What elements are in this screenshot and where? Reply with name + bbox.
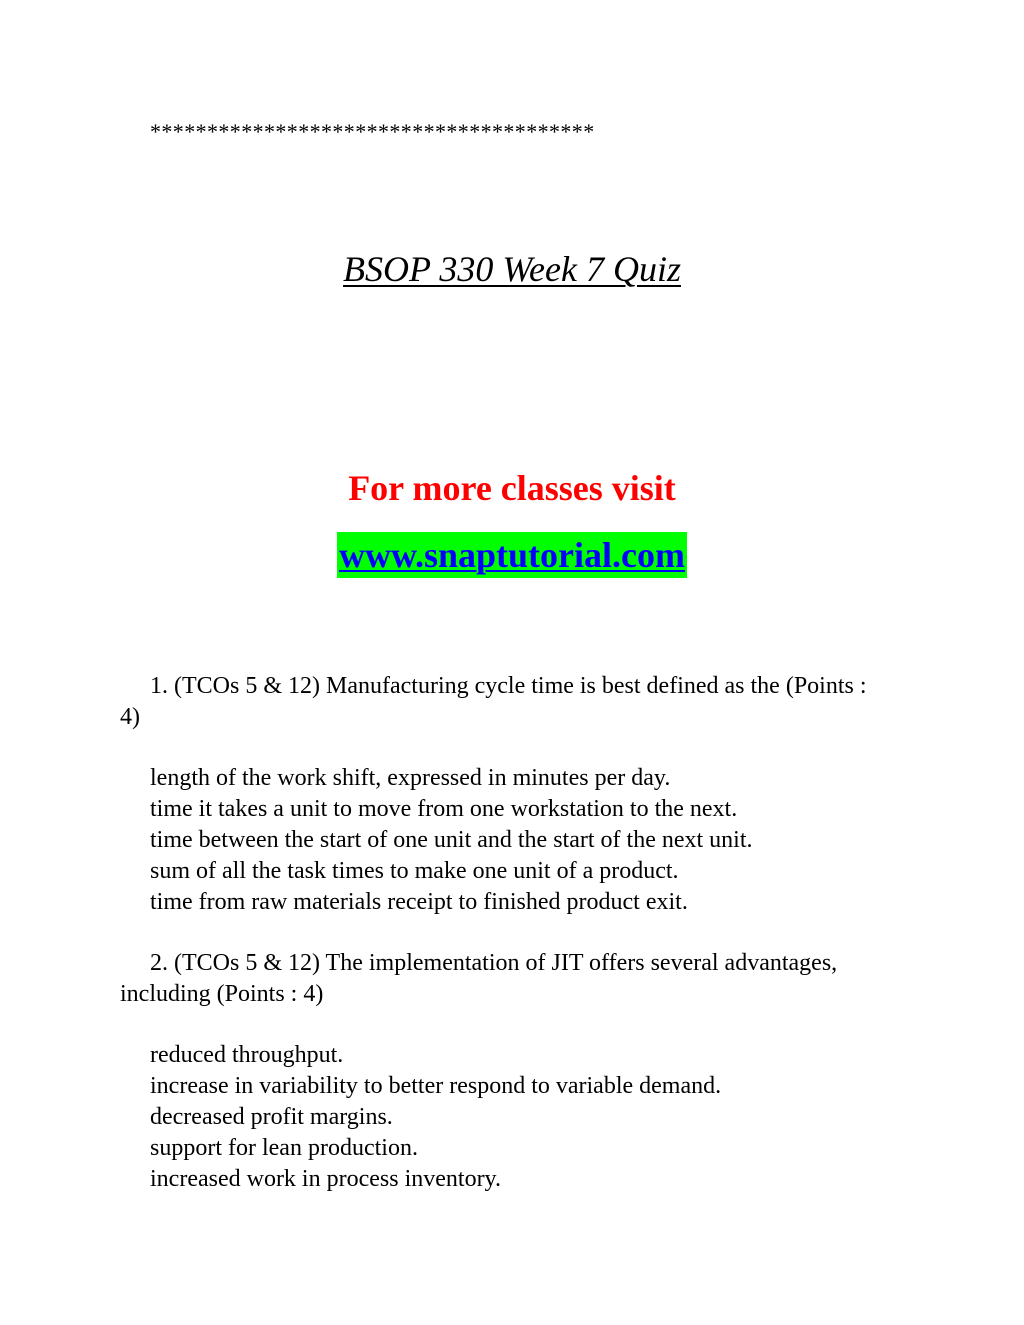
question-2-text: 2. (TCOs 5 & 12) The implementation of JIT offers several advantages, including (Points : 4) [120,950,838,1007]
answer-option[interactable]: time from raw materials receipt to finished product exit. [150,889,688,915]
answer-option[interactable]: reduced throughput. [150,1042,344,1068]
answer-option[interactable]: sum of all the task times to make one unit of a product. [150,858,679,884]
answer-option[interactable]: time between the start of one unit and the start of the next unit. [150,827,753,853]
question-1-options [150,763,753,918]
answer-option[interactable]: support for lean production. [150,1135,418,1161]
promo-link-wrapper [0,532,1024,578]
answer-option[interactable]: time it takes a unit to move from one workstation to the next. [150,796,738,822]
question-1-text: 1. (TCOs 5 & 12) Manufacturing cycle time is best defined as the (Points : 4) [120,673,867,730]
promo-visit-text: For more classes visit [348,468,676,508]
question-2-options [150,1040,721,1195]
page-title [0,248,1024,290]
asterisk-divider: *************************************** [150,119,595,144]
snaptutorial-link[interactable]: www.snaptutorial.com [337,532,687,578]
answer-option[interactable]: decreased profit margins. [150,1104,393,1130]
answer-option[interactable]: length of the work shift, expressed in minutes per day. [150,765,671,791]
page-title-text: BSOP 330 Week 7 Quiz [343,249,681,289]
answer-option[interactable]: increased work in process inventory. [150,1166,501,1192]
answer-option[interactable]: increase in variability to better respond to variable demand. [150,1073,722,1099]
